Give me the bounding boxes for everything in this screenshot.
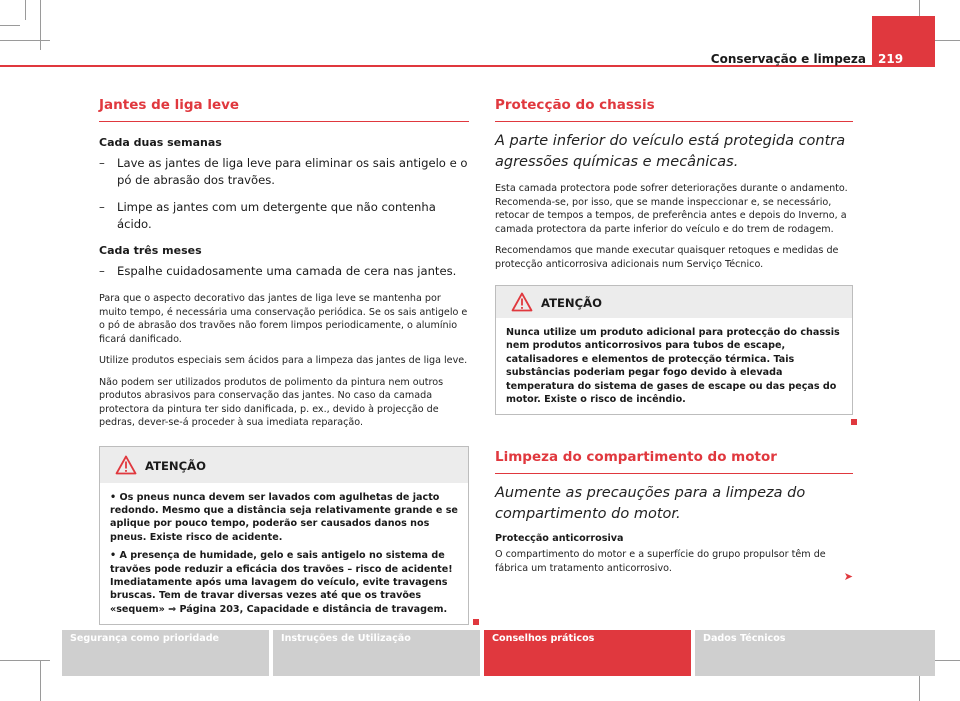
crop-mark bbox=[40, 660, 41, 701]
subheading-corrosion-protection: Protecção anticorrosiva bbox=[495, 533, 624, 545]
warning-header bbox=[496, 286, 852, 318]
warning-body: Nunca utilize um produto adicional para protecção do chassis nem produtos anticorrosivos para tubos de escape, catalisadores e elementos de protecção térmica. Tais substâncias poderiam pegar fogo devido à elevada temperatura do sistema de gases de escape ou das peças do motor. Existe o risco de incêndio. bbox=[506, 327, 840, 406]
body-paragraph: Recomendamos que mande executar quaisquer retoques e medidas de protecção anticorrosiva adicionais num Serviço Técnico. bbox=[495, 245, 839, 270]
warning-item: • Os pneus nunca devem ser lavados com agulhetas de jacto redondo. Mesmo que a distância seja relativamente grande e se aplique por pouco tempo, poderão ser causados danos nos pneus. Existe risco de acidente. bbox=[110, 491, 458, 543]
warning-box bbox=[99, 446, 469, 626]
crop-mark bbox=[0, 25, 20, 26]
body-paragraph: Não podem ser utilizados produtos de polimento da pintura nem outros produtos abrasivos para conservação das jantes. No caso da camada protectora da pintura ter sido danificada, p. ex., devido à projecção de pedras, dever-se-á proceder à sua imediata reparação. bbox=[99, 376, 444, 428]
continue-arrow-icon: ➤ bbox=[843, 569, 853, 583]
footer-tab-technical-data[interactable]: Dados Técnicos bbox=[695, 630, 935, 676]
warning-label: ATENÇÃO bbox=[145, 458, 206, 473]
crop-mark bbox=[0, 40, 50, 41]
list-item: – Lave as jantes de liga leve para eliminar os sais antigelo e o pó de abrasão dos travões. bbox=[99, 156, 468, 187]
footer-tab-instructions[interactable]: Instruções de Utilização bbox=[273, 630, 480, 676]
body-paragraph: O compartimento do motor e a superfície do grupo propulsor têm de fábrica um tratamento anticorrosivo. ➤ bbox=[495, 549, 853, 583]
section-title-engine-compartment: Limpeza do compartimento do motor bbox=[495, 448, 853, 474]
section-end-marker bbox=[495, 410, 857, 416]
warning-body bbox=[100, 483, 468, 625]
subheading-every-two-weeks: Cada duas semanas bbox=[99, 136, 222, 149]
section-title-chassis-protection: Protecção do chassis bbox=[495, 96, 853, 122]
crop-mark bbox=[40, 0, 41, 50]
section-end-marker bbox=[473, 610, 479, 629]
body-paragraph: Esta camada protectora pode sofrer deteriorações durante o andamento. Recomenda-se, por isso, que se mande inspeccionar e, se necessário, retocar de tempos a tempos, de preferência antes e depois do Inverno, a camada protectora da parte inferior do veículo e do trem de rodagem. bbox=[495, 183, 848, 235]
left-column bbox=[99, 96, 469, 625]
footer-tab-practical-tips[interactable]: Conselhos práticos bbox=[484, 630, 691, 676]
body-paragraph: Para que o aspecto decorativo das jantes de liga leve se mantenha por muito tempo, é necessária uma conservação periódica. Se os sais antigelo e o pó de abrasão dos travões não forem limpos periodicamente, o alumínio ficará danificado. bbox=[99, 293, 468, 345]
section-lead: Aumente as precauções para a limpeza do compartimento do motor. bbox=[495, 485, 806, 523]
dash-bullet: – bbox=[99, 156, 105, 170]
list-item: – Limpe as jantes com um detergente que não contenha ácido. bbox=[99, 200, 436, 231]
warning-box bbox=[495, 285, 853, 415]
list-item: – Espalhe cuidadosamente uma camada de cera nas jantes. bbox=[99, 264, 457, 278]
crop-mark bbox=[25, 0, 26, 20]
section-title-alloy-wheels: Jantes de liga leve bbox=[99, 96, 469, 122]
dash-bullet: – bbox=[99, 264, 105, 278]
warning-header bbox=[100, 447, 468, 483]
crop-mark bbox=[0, 660, 50, 661]
right-column bbox=[495, 96, 853, 583]
warning-triangle-icon bbox=[115, 455, 137, 475]
dash-bullet: – bbox=[99, 200, 105, 214]
subheading-every-three-months: Cada três meses bbox=[99, 244, 202, 257]
warning-triangle-icon bbox=[511, 292, 533, 312]
running-header: Conservação e limpeza bbox=[710, 52, 866, 66]
warning-item: • A presença de humidade, gelo e sais antigelo no sistema de travões pode reduzir a eficácia dos travões – risco de acidente! Imediatamente após uma lavagem do veículo, evite travagens bruscas. Tem de travar diversas vezes até que os travões «sequem» ⇒ Página 203, Capacidade e distância de travagem. bbox=[110, 550, 453, 615]
footer-tab-safety[interactable]: Segurança como prioridade bbox=[62, 630, 269, 676]
section-lead: A parte inferior do veículo está protegida contra agressões químicas e mecânicas. bbox=[495, 133, 846, 170]
page-number: 219 bbox=[878, 52, 904, 66]
body-paragraph: Utilize produtos especiais sem ácidos para a limpeza das jantes de liga leve. bbox=[99, 355, 468, 366]
warning-label: ATENÇÃO bbox=[541, 296, 602, 310]
